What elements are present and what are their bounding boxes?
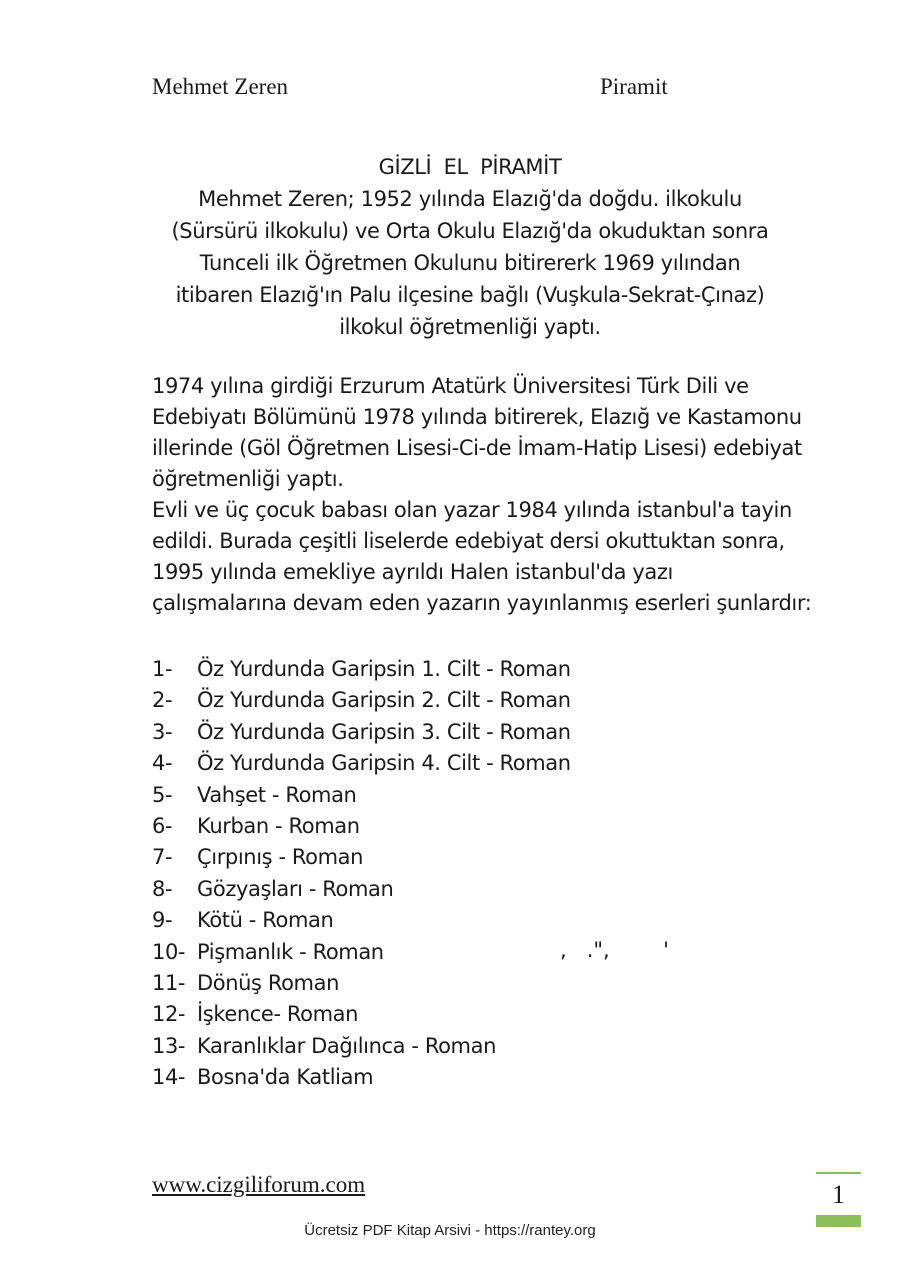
list-item-number: 5- (152, 782, 173, 807)
list-item (152, 842, 652, 873)
list-item-number: 7- (152, 845, 173, 870)
intro-line: Mehmet Zeren; 1952 yılında Elazığ'da doğdu. ilkokulu (198, 187, 742, 211)
paragraph-education: 1974 yılına girdiği Erzurum Atatürk Üniversitesi Türk Dili ve Edebiyatı Bölümünü 1978 yılında bitirerek, Elazığ ve Kastamonu illerinde (Göl Öğretmen Lisesi-Ci-de İmam-Hatip Lisesi) edebiyat öğretmenliği yaptı. (152, 374, 802, 491)
paragraph-career: Evli ve üç çocuk babası olan yazar 1984 yılında istanbul'a tayin edildi. Burada çeşitli liselerde edebiyat dersi okuttuktan sonra, 1995 yılında emekliye ayrıldı Halen istanbul'da yazı çalışmalarına devam eden yazarın yayınlanmış eserleri şunlardır: (152, 498, 812, 615)
list-item-title: İşkence- Roman (197, 1002, 359, 1027)
list-item (152, 717, 652, 748)
list-item-number: 3- (152, 719, 173, 744)
list-item-number: 10- (152, 939, 186, 964)
list-item-title: Dönüş Roman (197, 970, 339, 995)
header-book-title: Piramit (600, 74, 668, 99)
list-item-number: 11- (152, 970, 186, 995)
website-link[interactable]: www.cizgiliforum.com (152, 1172, 366, 1197)
list-item (152, 968, 652, 999)
list-item (152, 748, 652, 779)
intro-line: (Sürsürü ilkokulu) ve Orta Okulu Elazığ'da okuduktan sonra (171, 219, 769, 243)
list-item (152, 780, 652, 811)
page-number-rule-top (816, 1172, 861, 1174)
list-item-number: 1- (152, 657, 173, 681)
intro-line: Tunceli ilk Öğretmen Okulunu bitirererk 1969 yılından (199, 251, 741, 275)
list-item (152, 811, 652, 842)
list-item-title: Vahşet - Roman (197, 782, 357, 807)
intro-block (150, 151, 790, 343)
list-item (152, 905, 652, 936)
list-item (152, 999, 652, 1030)
list-item-title: Gözyaşları - Roman (197, 876, 394, 901)
intro-line: ilkokul öğretmenliği yaptı. (339, 315, 601, 339)
list-item-number: 14- (152, 1065, 186, 1090)
list-item-title: Karanlıklar Dağılınca - Roman (197, 1033, 496, 1058)
list-item-title: Çırpınış - Roman (197, 845, 364, 870)
list-item-title: Kurban - Roman (197, 813, 360, 838)
list-item-title: Öz Yurdunda Garipsin 3. Cilt - Roman (197, 719, 571, 744)
list-item-title: Bosna'da Katliam (197, 1065, 374, 1090)
list-item-title: Pişmanlık - Roman (197, 939, 384, 964)
list-item (152, 685, 652, 716)
biography-text (152, 371, 812, 619)
page-header (152, 74, 682, 104)
list-item-title: Kötü - Roman (197, 908, 334, 933)
list-item (152, 874, 652, 905)
list-item (152, 654, 652, 685)
intro-line: itibaren Elazığ'ın Palu ilçesine bağlı (Vuşkula-Sekrat-Çınaz) (175, 283, 765, 307)
page-number: 1 (832, 1180, 845, 1209)
list-item-number: 12- (152, 1002, 186, 1027)
list-item (152, 1062, 652, 1093)
page-title: GİZLİ EL PİRAMİT (378, 155, 562, 179)
list-item-number: 13- (152, 1033, 186, 1058)
list-item-number: 6- (152, 813, 173, 838)
archive-footer: Ücretsiz PDF Kitap Arsivi - https://rantey.org (304, 1222, 596, 1239)
list-item (152, 1031, 652, 1062)
stray-marks: , .", ' (560, 938, 669, 962)
works-list (152, 654, 652, 1093)
list-item-number: 9- (152, 908, 173, 933)
list-item-title: Öz Yurdunda Garipsin 4. Cilt - Roman (197, 751, 571, 776)
list-item-title: Öz Yurdunda Garipsin 2. Cilt - Roman (197, 688, 571, 713)
list-item-number: 8- (152, 876, 173, 901)
list-item-title: Öz Yurdunda Garipsin 1. Cilt - Roman (197, 657, 571, 681)
list-item-number: 2- (152, 688, 173, 713)
header-author: Mehmet Zeren (152, 74, 289, 99)
list-item-number: 4- (152, 751, 173, 776)
